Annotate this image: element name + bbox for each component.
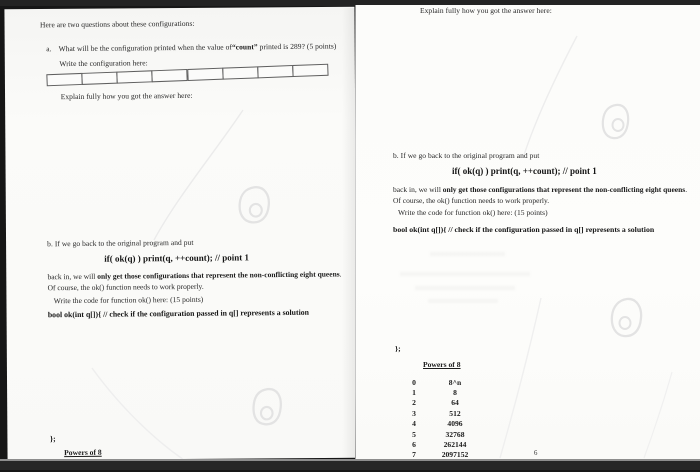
table-cell-n: 6: [412, 440, 416, 450]
paragraph-suffix: . Of course, the ok() function needs to work properly.: [393, 185, 688, 205]
table-cell-value: 8: [453, 388, 457, 398]
question-b-label: b.: [47, 239, 53, 249]
bleed-through-smudge: [430, 252, 505, 256]
bool-ok-declaration: bool ok(int q[]){ // check if the configuration passed in q[] represents a solution: [47, 307, 310, 320]
write-ok-code-label: Write the code for function ok() here: (15 points): [53, 294, 204, 306]
question-b-intro: If we go back to the original program and put: [400, 151, 540, 160]
table-cell-value: 8^n: [448, 377, 462, 387]
bool-ok-declaration: bool ok(int q[]){ // check if the configuration passed in q[] represents a solution: [393, 225, 655, 234]
table-cell-n: 3: [412, 408, 416, 418]
write-ok-code-label: Write the code for function ok() here: (15 points): [398, 208, 548, 217]
paragraph-bold: only get those configurations that represent the non-conflicting eight queens: [442, 185, 686, 194]
paragraph-bold: only get those configurations that represent the non-conflicting eight queens: [97, 269, 340, 281]
page-number: 6: [534, 450, 538, 457]
paragraph-prefix: back in, we will: [393, 185, 443, 194]
bleed-through-smudge: [415, 286, 515, 290]
explain-answer-label: Explain fully how you got the answer here:: [60, 90, 193, 102]
table-cell-value: 64: [451, 398, 459, 408]
paragraph-prefix: back in, we will: [47, 271, 98, 282]
table-cell-value: 262144: [443, 440, 467, 450]
closing-brace: };: [395, 344, 401, 353]
question-a-text-suffix: printed is 289? (5 points): [257, 41, 337, 52]
scan-bottom-edge: [0, 461, 700, 470]
question-a-label: a.: [46, 44, 52, 54]
powers-of-8-title: Powers of 8: [64, 447, 102, 458]
table-cell-value: 32768: [445, 429, 465, 439]
question-b-label: b.: [393, 151, 399, 160]
explain-answer-label: Explain fully how you got the answer here:: [420, 6, 552, 15]
question-b-intro: If we go back to the original program and put: [54, 237, 194, 249]
bleed-through-smudge: [400, 272, 530, 276]
table-cell-value: 4096: [447, 419, 463, 429]
question-a-count-word: “count”: [231, 42, 258, 52]
table-cell-n: 5: [412, 429, 416, 439]
bleed-through-smudge: [428, 299, 498, 303]
if-ok-code-line: if( ok(q) ) print(q, ++count); // point 1: [452, 166, 597, 176]
closing-brace: };: [49, 434, 56, 444]
paragraph-suffix: . Of course, the ok() function needs to work properly.: [47, 269, 342, 292]
table-cell-n: 4: [412, 419, 416, 429]
table-cell-value: 2097152: [441, 450, 469, 460]
table-cell-n: 1: [412, 388, 416, 398]
table-cell-n: 0: [412, 377, 416, 387]
question-a-text-prefix: What will be the configuration printed when the value of: [58, 42, 232, 54]
if-ok-code-line: if( ok(q) ) print(q, ++count); // point 1: [104, 252, 250, 264]
table-cell-value: 512: [449, 408, 461, 418]
intro-heading: Here are two questions about these configurations:: [39, 18, 195, 30]
powers-of-8-title: Powers of 8: [423, 360, 461, 369]
write-configuration-label: Write the configuration here:: [59, 58, 148, 69]
table-cell-n: 7: [412, 450, 416, 460]
table-cell-n: 2: [412, 398, 416, 408]
